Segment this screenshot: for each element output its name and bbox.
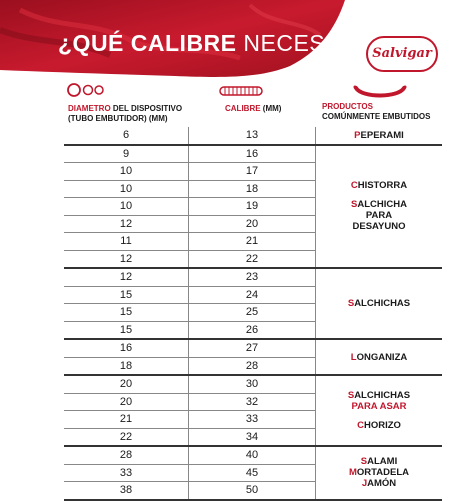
product-cell (316, 268, 443, 339)
calibre-cell: 32 (189, 393, 316, 411)
product-line (316, 298, 442, 309)
products-header (322, 102, 430, 122)
product-text: HISTORRA (357, 180, 408, 192)
diameter-cell: 16 (64, 339, 189, 357)
products-header-red: PRODUCTOS (322, 102, 373, 111)
brand-logo: Salvigar (366, 36, 438, 72)
diameter-header-line2: (TUBO EMBUTIDOR) (MM) (68, 114, 168, 123)
product-line (316, 210, 442, 221)
circles-icon (66, 82, 106, 98)
product-initial: S (347, 390, 355, 401)
calibre-cell: 18 (189, 180, 316, 198)
calibre-cell: 25 (189, 304, 316, 322)
diameter-cell: 10 (64, 180, 189, 198)
diameter-header-red: DIAMETRO (68, 104, 111, 113)
diameter-cell: 10 (64, 163, 189, 181)
product-initial: M (349, 467, 357, 479)
product-text: HORIZO (363, 420, 401, 431)
diameter-cell: 38 (64, 482, 189, 500)
calibre-cell: 50 (189, 482, 316, 500)
diameter-cell: 10 (64, 198, 189, 216)
diameter-cell: 11 (64, 233, 189, 251)
product-text: PARA (365, 210, 393, 222)
diameter-cell: 33 (64, 464, 189, 482)
calibre-cell: 13 (189, 127, 316, 145)
product-text: EPERAMI (360, 129, 404, 141)
calibre-cell: 21 (189, 233, 316, 251)
calibre-table (64, 127, 442, 501)
product-text: ALCHICHAS (354, 390, 411, 401)
diameter-cell: 18 (64, 357, 189, 375)
table-row (64, 339, 442, 357)
product-initial: J (361, 478, 368, 490)
product-line (316, 467, 442, 478)
product-text: ALAMI (367, 456, 398, 468)
calibre-cell: 26 (189, 321, 316, 339)
diameter-cell: 12 (64, 268, 189, 286)
calibre-cell: 33 (189, 411, 316, 429)
page-title (58, 30, 378, 57)
table-row (64, 375, 442, 393)
table-row (64, 446, 442, 464)
coil-icon (219, 86, 263, 96)
diameter-cell: 9 (64, 145, 189, 163)
product-text: ONGANIZA (356, 351, 408, 363)
calibre-cell: 19 (189, 198, 316, 216)
product-line (316, 221, 442, 232)
product-cell (316, 145, 443, 269)
product-line (316, 456, 442, 467)
product-initial: PARA ASAR (351, 401, 407, 412)
calibre-header (225, 104, 281, 114)
calibre-cell: 22 (189, 250, 316, 268)
table-row (64, 145, 442, 163)
product-cell (316, 375, 443, 446)
diameter-header (68, 104, 182, 124)
product-initial: S (347, 298, 355, 309)
calibre-header-rest: (MM) (260, 104, 282, 113)
diameter-cell: 15 (64, 304, 189, 322)
diameter-cell: 20 (64, 393, 189, 411)
product-text: ORTADELA (356, 467, 409, 479)
title-light: NECESITO? (236, 30, 378, 56)
product-cell (316, 339, 443, 375)
calibre-cell: 24 (189, 286, 316, 304)
product-line (316, 420, 442, 431)
diameter-cell: 21 (64, 411, 189, 429)
product-initial: P (354, 129, 361, 141)
diameter-cell: 28 (64, 446, 189, 464)
diameter-cell: 6 (64, 127, 189, 145)
product-text: ALCHICHA (357, 199, 407, 211)
table-row (64, 127, 442, 145)
sausage-icon (352, 84, 408, 100)
product-cell (316, 127, 443, 145)
title-bold: CALIBRE (130, 30, 237, 56)
diameter-cell: 15 (64, 321, 189, 339)
diameter-cell: 22 (64, 428, 189, 446)
calibre-cell: 28 (189, 357, 316, 375)
calibre-cell: 30 (189, 375, 316, 393)
table-row (64, 268, 442, 286)
diameter-cell: 20 (64, 375, 189, 393)
diameter-cell: 12 (64, 250, 189, 268)
diameter-header-rest: DEL DISPOSITIVO (110, 104, 183, 113)
product-text: ALCHICHAS (354, 298, 411, 309)
product-line (316, 130, 442, 141)
product-initial: C (350, 180, 358, 192)
product-line (316, 180, 442, 191)
product-line (316, 352, 442, 363)
product-initial: C (357, 420, 364, 431)
calibre-cell: 27 (189, 339, 316, 357)
product-text: DESAYUNO (352, 221, 406, 233)
calibre-cell: 34 (189, 428, 316, 446)
calibre-cell: 17 (189, 163, 316, 181)
calibre-header-red: CALIBRE (225, 104, 261, 113)
product-line (316, 199, 442, 210)
product-initial: L (350, 351, 357, 363)
diameter-cell: 12 (64, 215, 189, 233)
calibre-cell: 45 (189, 464, 316, 482)
products-header-line2: COMÚNMENTE EMBUTIDOS (322, 112, 431, 121)
product-line (316, 390, 442, 401)
diameter-cell: 15 (64, 286, 189, 304)
calibre-cell: 16 (189, 145, 316, 163)
calibre-cell: 40 (189, 446, 316, 464)
product-cell (316, 446, 443, 500)
calibre-cell: 20 (189, 215, 316, 233)
title-prefix: ¿QUÉ (58, 30, 131, 56)
product-initial: S (360, 456, 368, 468)
product-line (316, 401, 442, 412)
product-line (316, 478, 442, 489)
product-initial: S (351, 199, 358, 211)
product-text: AMÓN (367, 478, 397, 490)
calibre-cell: 23 (189, 268, 316, 286)
